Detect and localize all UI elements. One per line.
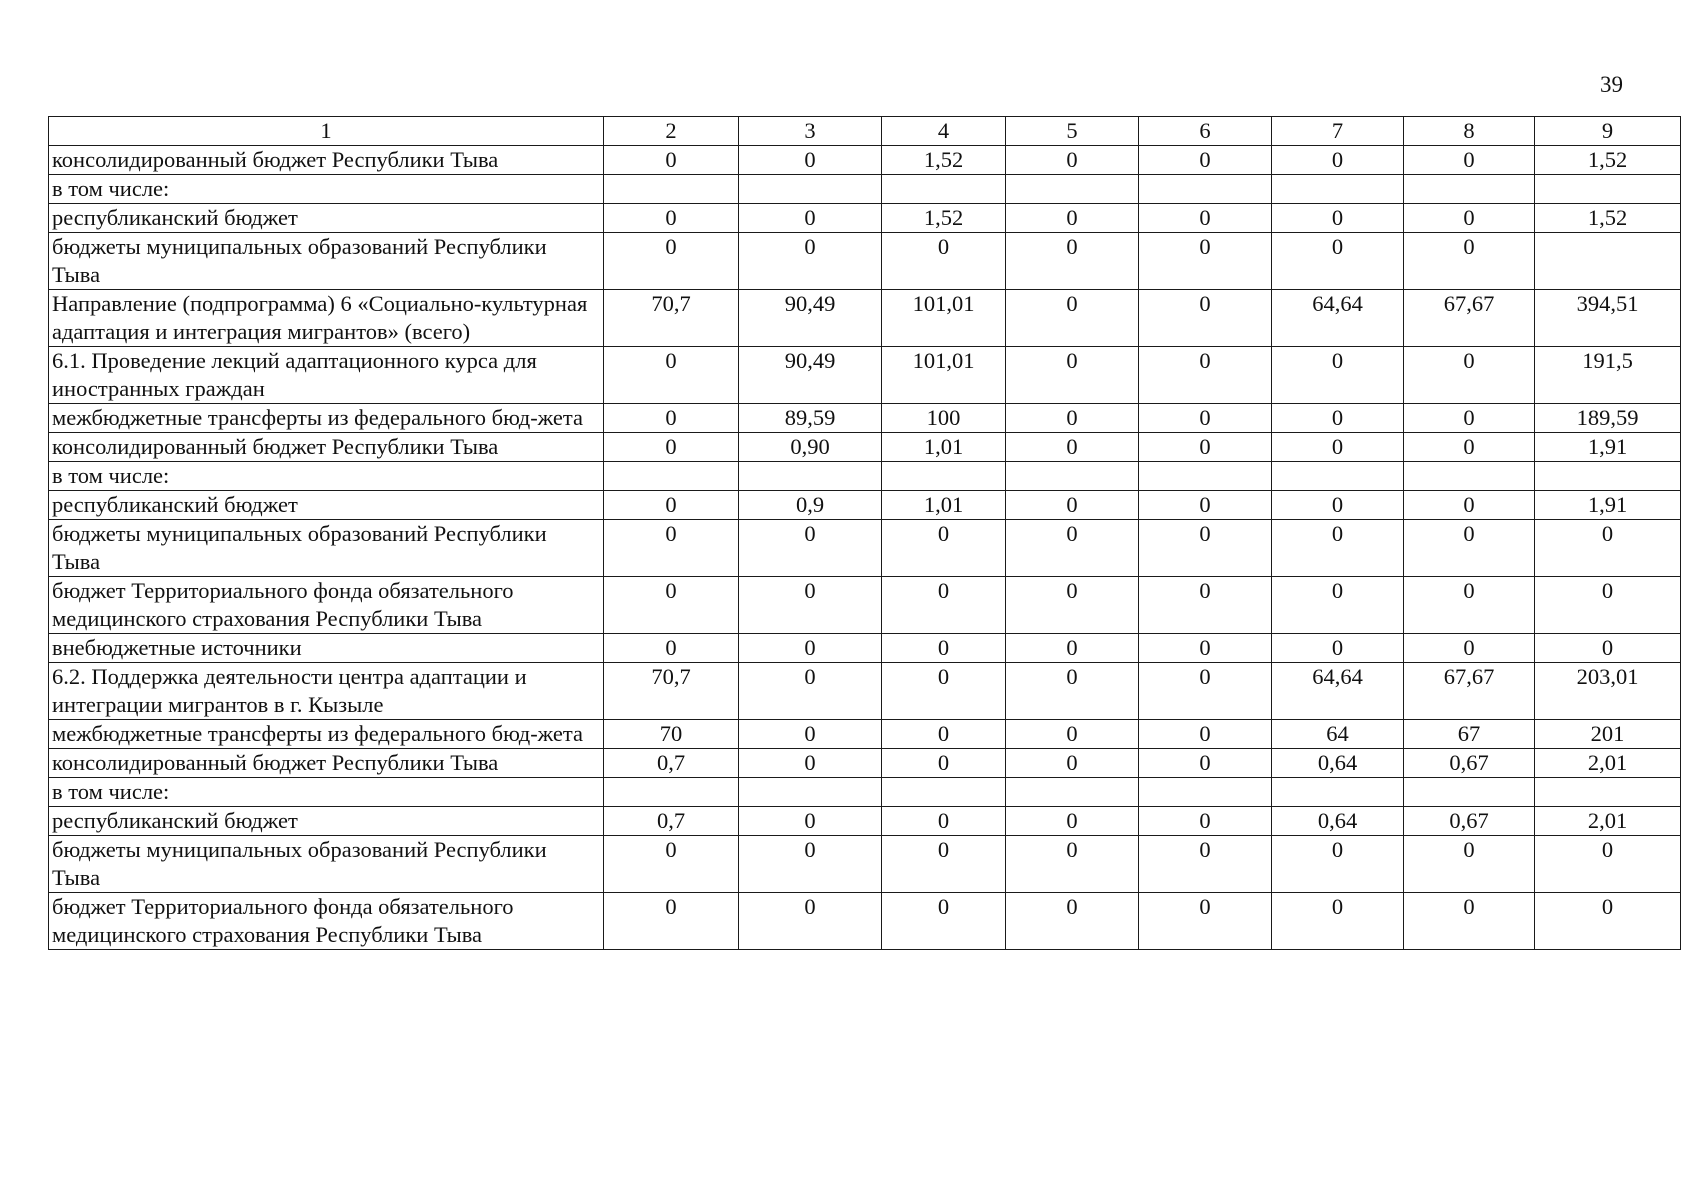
table-cell [1006, 462, 1139, 491]
budget-table [48, 116, 1681, 950]
table-cell: 0 [1139, 491, 1272, 520]
table-cell: 0 [1404, 433, 1535, 462]
table-cell: 1,52 [1535, 204, 1681, 233]
table-cell: 0,9 [739, 491, 882, 520]
table-cell [1139, 462, 1272, 491]
row-label: республиканский бюджет [49, 204, 604, 233]
table-cell: 0 [1139, 720, 1272, 749]
row-label: в том числе: [49, 175, 604, 204]
table-cell: 0 [739, 807, 882, 836]
table-cell: 100 [882, 404, 1006, 433]
table-cell: 0 [1272, 893, 1404, 950]
table-cell [1535, 233, 1681, 290]
table-cell: 1,52 [882, 146, 1006, 175]
table-cell: 0 [882, 520, 1006, 577]
column-header: 6 [1139, 117, 1272, 146]
table-cell: 0 [1404, 347, 1535, 404]
table-cell: 394,51 [1535, 290, 1681, 347]
table-cell: 0 [1535, 634, 1681, 663]
table-row [49, 433, 1681, 462]
table-cell [1535, 778, 1681, 807]
table-cell: 0 [1139, 204, 1272, 233]
row-label: в том числе: [49, 462, 604, 491]
row-label: консолидированный бюджет Республики Тыва [49, 146, 604, 175]
table-cell [1139, 778, 1272, 807]
table-cell: 0 [604, 893, 739, 950]
table-cell: 67,67 [1404, 663, 1535, 720]
table-row [49, 347, 1681, 404]
row-label: 6.2. Поддержка деятельности центра адаптации и интеграции мигрантов в г. Кызыле [49, 663, 604, 720]
table-cell: 0,7 [604, 749, 739, 778]
table-row [49, 778, 1681, 807]
table-cell [1404, 462, 1535, 491]
table-cell: 0 [1139, 404, 1272, 433]
column-header: 9 [1535, 117, 1681, 146]
table-row [49, 462, 1681, 491]
table-cell: 0,67 [1404, 807, 1535, 836]
table-cell: 0 [1404, 520, 1535, 577]
table-cell: 201 [1535, 720, 1681, 749]
table-cell: 1,91 [1535, 491, 1681, 520]
table-row [49, 233, 1681, 290]
table-cell: 70,7 [604, 663, 739, 720]
table-cell: 203,01 [1535, 663, 1681, 720]
table-cell: 0 [604, 520, 739, 577]
table-cell [1272, 175, 1404, 204]
row-label: межбюджетные трансферты из федерального бюд-жета [49, 404, 604, 433]
row-label: в том числе: [49, 778, 604, 807]
table-cell: 0 [739, 720, 882, 749]
row-label: консолидированный бюджет Республики Тыва [49, 749, 604, 778]
table-cell: 64 [1272, 720, 1404, 749]
table-cell: 189,59 [1535, 404, 1681, 433]
table-cell: 64,64 [1272, 663, 1404, 720]
table-cell: 90,49 [739, 347, 882, 404]
table-cell [739, 175, 882, 204]
table-cell: 101,01 [882, 290, 1006, 347]
table-cell: 0 [604, 577, 739, 634]
table-cell [1006, 175, 1139, 204]
table-cell [1404, 778, 1535, 807]
table-cell: 0 [604, 634, 739, 663]
table-cell: 1,01 [882, 433, 1006, 462]
table-row [49, 720, 1681, 749]
table-cell: 0 [604, 146, 739, 175]
table-cell [882, 778, 1006, 807]
table-cell: 0 [1139, 233, 1272, 290]
table-cell: 0 [604, 347, 739, 404]
table-cell [1139, 175, 1272, 204]
column-header: 4 [882, 117, 1006, 146]
table-row [49, 749, 1681, 778]
row-label: внебюджетные источники [49, 634, 604, 663]
table-cell: 0 [739, 634, 882, 663]
table-cell: 0 [1139, 634, 1272, 663]
table-cell: 0 [1535, 836, 1681, 893]
table-cell: 0 [739, 836, 882, 893]
table-cell: 0,7 [604, 807, 739, 836]
table-cell [739, 778, 882, 807]
page-number: 39 [1600, 72, 1623, 97]
table-cell: 0 [1139, 290, 1272, 347]
table-cell: 64,64 [1272, 290, 1404, 347]
table-row [49, 290, 1681, 347]
table-cell: 0 [1272, 520, 1404, 577]
table-cell: 0 [1139, 836, 1272, 893]
table-cell: 0 [1404, 146, 1535, 175]
row-label: бюджеты муниципальных образований Республики Тыва [49, 233, 604, 290]
table-row [49, 663, 1681, 720]
table-cell: 1,91 [1535, 433, 1681, 462]
table-cell: 0 [1404, 893, 1535, 950]
table-cell: 2,01 [1535, 749, 1681, 778]
table-cell: 0 [882, 663, 1006, 720]
table-row [49, 404, 1681, 433]
row-label: 6.1. Проведение лекций адаптационного курса для иностранных граждан [49, 347, 604, 404]
table-cell: 0 [882, 720, 1006, 749]
table-cell: 0 [1272, 491, 1404, 520]
table-cell: 0 [1535, 577, 1681, 634]
row-label: консолидированный бюджет Республики Тыва [49, 433, 604, 462]
table-cell: 0 [1006, 347, 1139, 404]
table-cell: 0,64 [1272, 749, 1404, 778]
table-cell: 0 [1006, 491, 1139, 520]
table-cell: 2,01 [1535, 807, 1681, 836]
table-cell: 0 [1006, 290, 1139, 347]
table-cell: 0 [1006, 836, 1139, 893]
table-cell: 0 [604, 204, 739, 233]
table-cell: 0 [1006, 720, 1139, 749]
table-cell: 0 [1404, 634, 1535, 663]
table-cell: 0 [1404, 836, 1535, 893]
table-body [49, 146, 1681, 950]
table-cell: 90,49 [739, 290, 882, 347]
table-cell: 0 [604, 233, 739, 290]
table-cell: 0 [1006, 433, 1139, 462]
table-cell: 0,64 [1272, 807, 1404, 836]
table-cell: 0 [1272, 836, 1404, 893]
table-cell: 0 [1535, 520, 1681, 577]
table-cell: 0 [1139, 433, 1272, 462]
table-cell: 0 [1006, 749, 1139, 778]
table-cell: 0 [1006, 577, 1139, 634]
table-cell: 0 [1006, 204, 1139, 233]
table-cell: 0 [1272, 233, 1404, 290]
table-cell: 0 [1139, 663, 1272, 720]
table-cell [604, 462, 739, 491]
table-cell [882, 462, 1006, 491]
table-cell: 1,52 [1535, 146, 1681, 175]
column-header: 2 [604, 117, 739, 146]
table-row [49, 146, 1681, 175]
table-cell: 0 [739, 146, 882, 175]
table-cell: 0 [1006, 404, 1139, 433]
table-cell: 0 [1006, 634, 1139, 663]
table-cell: 0 [604, 404, 739, 433]
table-row [49, 836, 1681, 893]
row-label: бюджет Территориального фонда обязательного медицинского страхования Республики Тыва [49, 577, 604, 634]
table-cell: 0 [1139, 893, 1272, 950]
table-cell: 0 [1272, 433, 1404, 462]
table-cell: 0 [1404, 577, 1535, 634]
table-cell: 0 [604, 433, 739, 462]
table-cell: 0 [1404, 491, 1535, 520]
table-cell: 0 [1006, 233, 1139, 290]
table-cell [604, 175, 739, 204]
table-header-row [49, 117, 1681, 146]
column-header: 3 [739, 117, 882, 146]
row-label: Направление (подпрограмма) 6 «Социально-культурная адаптация и интеграция мигрантов» (всего) [49, 290, 604, 347]
table-cell [1404, 175, 1535, 204]
table-cell: 70 [604, 720, 739, 749]
row-label: республиканский бюджет [49, 491, 604, 520]
table-cell [1272, 462, 1404, 491]
table-cell: 0 [1272, 634, 1404, 663]
column-header: 1 [49, 117, 604, 146]
table-cell: 0 [739, 204, 882, 233]
table-cell: 67,67 [1404, 290, 1535, 347]
table-cell: 0 [882, 233, 1006, 290]
table-row [49, 807, 1681, 836]
table-row [49, 634, 1681, 663]
table-cell: 0 [882, 634, 1006, 663]
table-cell: 0 [1272, 404, 1404, 433]
table-cell: 89,59 [739, 404, 882, 433]
table-cell [882, 175, 1006, 204]
table-cell: 0 [1535, 893, 1681, 950]
table-cell: 1,52 [882, 204, 1006, 233]
column-header: 8 [1404, 117, 1535, 146]
table-cell: 0 [1404, 233, 1535, 290]
table-cell: 0 [882, 836, 1006, 893]
table-cell: 101,01 [882, 347, 1006, 404]
table-cell [1006, 778, 1139, 807]
table-cell: 0,90 [739, 433, 882, 462]
row-label: межбюджетные трансферты из федерального бюд-жета [49, 720, 604, 749]
table-cell: 0 [739, 520, 882, 577]
table-cell: 0 [604, 491, 739, 520]
row-label: республиканский бюджет [49, 807, 604, 836]
table-cell: 0 [604, 836, 739, 893]
table-cell: 0 [739, 663, 882, 720]
table-cell [1535, 175, 1681, 204]
row-label: бюджеты муниципальных образований Республики Тыва [49, 520, 604, 577]
table-cell: 191,5 [1535, 347, 1681, 404]
table-cell: 67 [1404, 720, 1535, 749]
table-cell: 0 [1139, 577, 1272, 634]
table-cell: 70,7 [604, 290, 739, 347]
table-row [49, 491, 1681, 520]
table-row [49, 520, 1681, 577]
table-cell: 0 [739, 233, 882, 290]
row-label: бюджеты муниципальных образований Республики Тыва [49, 836, 604, 893]
table-row [49, 175, 1681, 204]
table-cell [1272, 778, 1404, 807]
table-cell: 0 [1139, 807, 1272, 836]
table-cell: 0 [882, 749, 1006, 778]
table-cell: 0 [1139, 347, 1272, 404]
table-cell: 0 [1139, 520, 1272, 577]
table-cell: 0 [739, 749, 882, 778]
table-cell: 0 [1272, 204, 1404, 233]
table-cell: 0 [1272, 146, 1404, 175]
table-cell: 1,01 [882, 491, 1006, 520]
table-cell: 0 [1404, 204, 1535, 233]
table-cell [739, 462, 882, 491]
table-cell: 0 [1139, 146, 1272, 175]
table-cell: 0 [739, 893, 882, 950]
table-cell: 0 [1006, 520, 1139, 577]
table-cell: 0 [739, 577, 882, 634]
table-cell: 0 [1404, 404, 1535, 433]
table-cell: 0 [882, 577, 1006, 634]
table-cell [1535, 462, 1681, 491]
table-cell: 0 [882, 893, 1006, 950]
table-cell: 0 [1006, 146, 1139, 175]
table-cell: 0 [1272, 347, 1404, 404]
table-cell [604, 778, 739, 807]
table-cell: 0 [1006, 663, 1139, 720]
table-row [49, 204, 1681, 233]
table-row [49, 577, 1681, 634]
column-header: 5 [1006, 117, 1139, 146]
row-label: бюджет Территориального фонда обязательного медицинского страхования Республики Тыва [49, 893, 604, 950]
table-cell: 0 [882, 807, 1006, 836]
table-row [49, 893, 1681, 950]
table-cell: 0,67 [1404, 749, 1535, 778]
column-header: 7 [1272, 117, 1404, 146]
table-cell: 0 [1006, 893, 1139, 950]
table-cell: 0 [1006, 807, 1139, 836]
table-cell: 0 [1139, 749, 1272, 778]
table-cell: 0 [1272, 577, 1404, 634]
